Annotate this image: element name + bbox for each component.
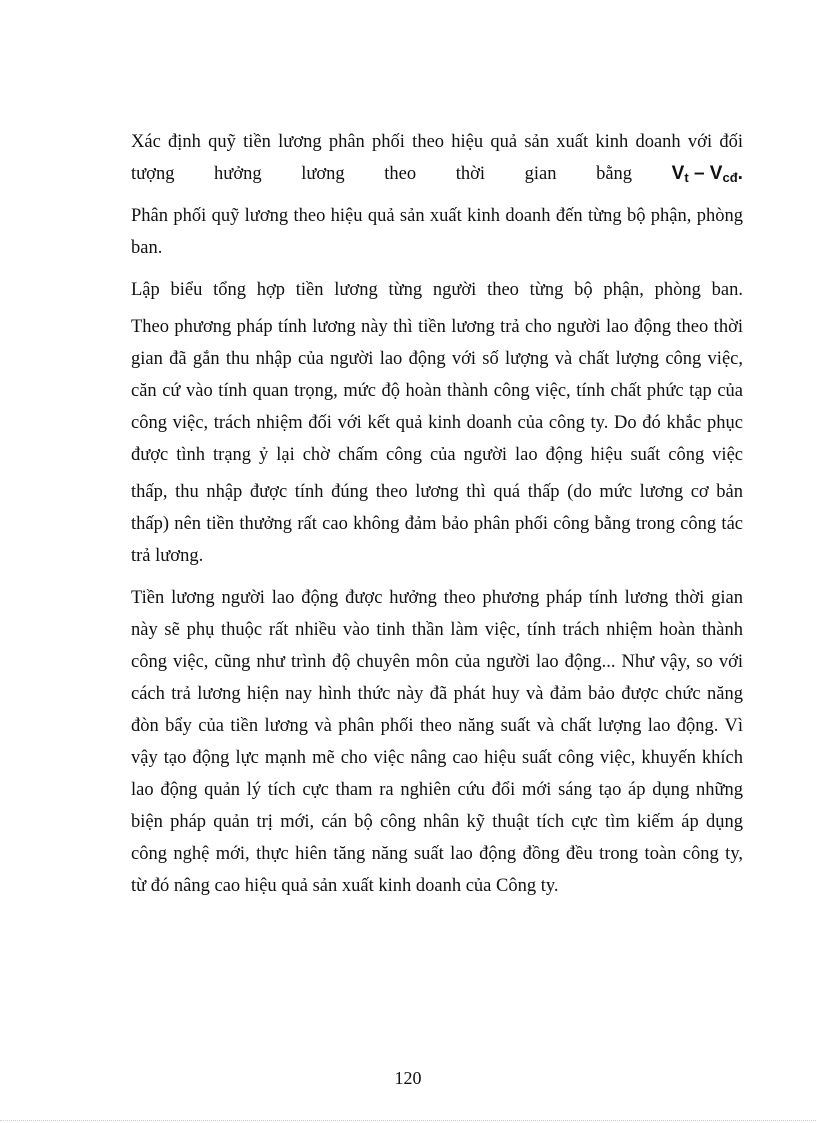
text-line: Lập biểu tổng hợp tiền lương từng người theo từng bộ phận, phòng ban. xyxy=(131,280,743,300)
text-line: từ đó nâng cao hiệu quả sản xuất kinh doanh của Công ty. xyxy=(131,876,559,896)
paragraph-lap-bieu xyxy=(131,274,743,572)
word: tượng xyxy=(131,164,175,184)
text-line: được tình trạng ỷ lại chờ chấm công của người lao động hiệu suất công việc xyxy=(131,445,743,465)
text-line: gian đã gắn thu nhập của người lao động với số lượng và chất lượng công việc, xyxy=(131,349,743,369)
paragraph-phan-phoi xyxy=(131,200,743,264)
text-line: trả lương. xyxy=(131,546,204,566)
text-line: đòn bẩy của tiền lương và phân phối theo năng suất và chất lượng lao động. Vì xyxy=(131,716,743,736)
text-line: vậy tạo động lực mạnh mẽ cho việc nâng cao hiệu suất công việc, khuyến khích xyxy=(131,748,743,768)
word: gian xyxy=(524,164,557,184)
text-line: Phân phối quỹ lương theo hiệu quả sản xuất kinh doanh đến từng bộ phận, phòng xyxy=(131,206,743,226)
text-line: thấp, thu nhập được tính đúng theo lương thì quá thấp (do mức lương cơ bản xyxy=(131,482,743,502)
word: theo xyxy=(384,164,417,184)
text-line: lao động quản lý tích cực tham ra nghiên cứu đổi mới sáng tạo áp dụng những xyxy=(131,780,743,800)
text-line: biện pháp quản trị mới, cán bộ công nhân kỹ thuật tích cực tìm kiếm áp dụng xyxy=(131,812,743,832)
document-body xyxy=(131,126,743,902)
text-line: công việc, cũng như trình độ chuyên môn của người lao động... Như vậy, so với xyxy=(131,652,743,672)
paragraph-tien-luong xyxy=(131,582,743,902)
text-line: công việc, trách nhiệm đối với kết quả kinh doanh của công ty. Do đó khắc phục xyxy=(131,413,743,433)
text-line: ban. xyxy=(131,238,163,258)
formula-vt-minus-vcd: $V_t - V_{cđ}$. xyxy=(671,163,743,185)
text-line: này sẽ phụ thuộc rất nhiều vào tinh thần làm việc, tính trách nhiệm hoàn thành xyxy=(131,620,743,640)
text-line: Tiền lương người lao động được hưởng theo phương pháp tính lương thời gian xyxy=(131,588,743,608)
word: lương xyxy=(301,164,345,184)
text-line: công nghệ mới, thực hiên tăng năng suất lao động đồng đều trong toàn công ty, xyxy=(131,844,743,864)
text-line: thấp) nên tiền thưởng rất cao không đảm bảo phân phối công bằng trong công tác xyxy=(131,514,743,534)
word: hưởng xyxy=(214,164,262,184)
text-line: cách trả lương hiện nay hình thức này đã phát huy và đảm bảo được chức năng xyxy=(131,684,743,704)
page-bottom-divider xyxy=(0,1120,816,1121)
text-line: căn cứ vào tính quan trọng, mức độ hoàn thành công việc, tính chất phức tạp của xyxy=(131,381,743,401)
text-line: Theo phương pháp tính lương này thì tiền lương trả cho người lao động theo thời xyxy=(131,317,743,337)
paragraph-quy-tien-luong xyxy=(131,126,743,190)
page-number: 120 xyxy=(394,1068,422,1088)
text-line: Xác định quỹ tiền lương phân phối theo hiệu quả sản xuất kinh doanh với đối xyxy=(131,132,743,152)
word: thời xyxy=(455,164,486,184)
text-line-with-formula xyxy=(131,158,743,190)
word: bằng xyxy=(596,164,633,184)
